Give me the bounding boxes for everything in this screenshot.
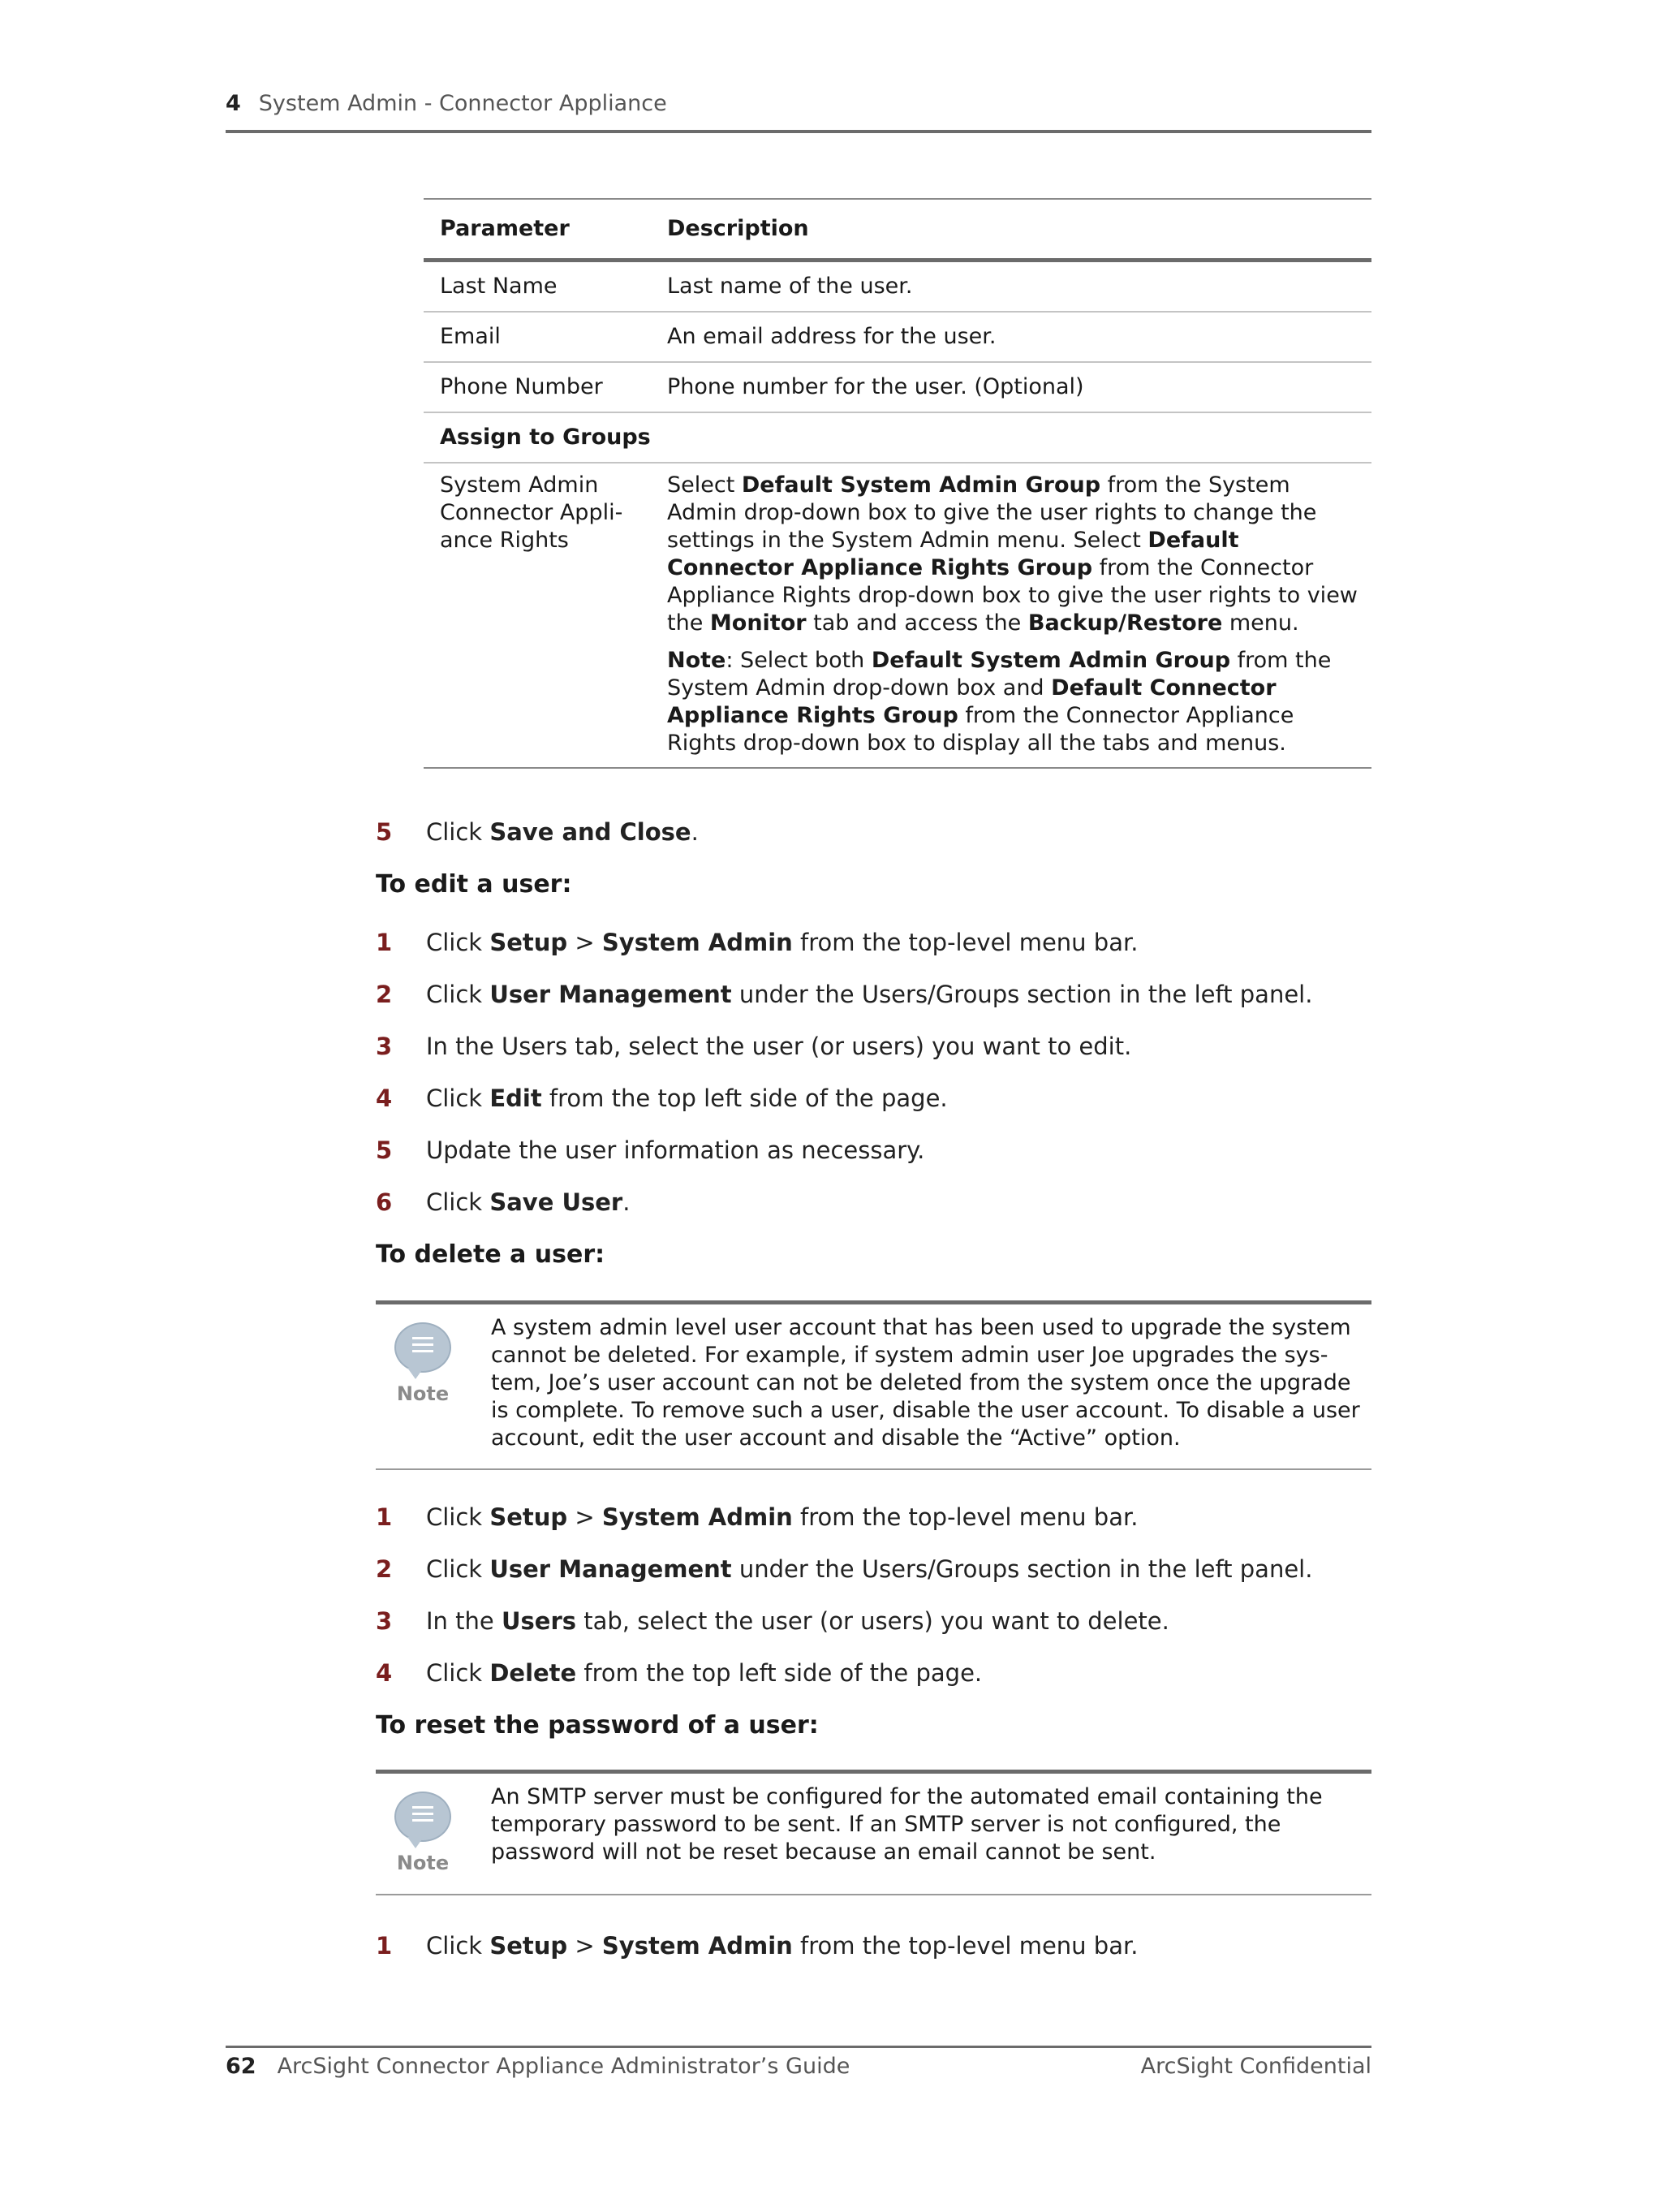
delete-step: 4 Click Delete from the top left side of the page. xyxy=(376,1659,983,1687)
group-heading: Assign to Groups xyxy=(440,425,651,450)
column-header-parameter: Parameter xyxy=(440,216,570,241)
edit-step: 4 Click Edit from the top left side of the page. xyxy=(376,1084,948,1112)
delete-user-heading: To delete a user: xyxy=(376,1240,605,1269)
edit-step: 6 Click Save User. xyxy=(376,1188,631,1216)
confidential-label: ArcSight Confidential xyxy=(1140,2054,1371,2079)
column-header-description: Description xyxy=(667,216,809,241)
note-text: A system admin level user account that has been used to upgrade the system cannot be deleted. For example, if system admin user Joe upgrades the sys-tem, Joe’s user account can not be deleted from the system once the upgrade is complete. To remove such a user, disable the user account. To disable a user account, edit the user account and disable the “Active” option. xyxy=(491,1315,1360,1451)
table-row xyxy=(424,262,1371,311)
reset-step: 1 Click Setup > System Admin from the top-level menu bar. xyxy=(376,1932,1139,1960)
desc-cell: Phone number for the user. (Optional) xyxy=(667,374,1084,399)
edit-user-heading: To edit a user: xyxy=(376,870,572,899)
chapter-number: 4 xyxy=(226,91,241,116)
reset-password-heading: To reset the password of a user: xyxy=(376,1711,819,1740)
edit-step: 2 Click User Management under the Users/Groups section in the left panel. xyxy=(376,981,1313,1008)
step-number: 5 xyxy=(376,818,393,846)
note-bottom-rule xyxy=(376,1894,1371,1895)
table-bottom-rule xyxy=(424,767,1371,769)
table-header-row xyxy=(424,200,1371,258)
delete-step: 2 Click User Management under the Users/Groups section in the left panel. xyxy=(376,1555,1313,1583)
note-icon xyxy=(390,1792,455,1874)
page-footer xyxy=(226,2054,850,2079)
page-number: 62 xyxy=(226,2054,256,2079)
note-text: An SMTP server must be configured for the automated email containing the temporary password to be sent. If an SMTP server is not configured, the password will not be reset because an email cannot be sent. xyxy=(491,1784,1323,1865)
param-line: ance Rights xyxy=(440,528,569,553)
desc-cell xyxy=(652,472,1365,757)
footer-rule xyxy=(226,2046,1371,2048)
delete-step: 3 In the Users tab, select the user (or users) you want to delete. xyxy=(376,1607,1169,1635)
rights-description: Select Default System Admin Group from the System Admin drop-down box to give the user rights to change the settings in the System Admin menu. Select Default Connector Appliance Rights Group from the Connector Appliance Rights drop-down box to give the user rights to view the Monitor tab and access the Backup/Restore menu. xyxy=(667,472,1358,636)
page-header xyxy=(226,91,667,116)
step-save-close: 5 Click Save and Close. xyxy=(376,818,699,846)
desc-cell: Last name of the user. xyxy=(667,274,913,299)
table-row xyxy=(424,313,1371,361)
param-line: System Admin xyxy=(440,472,599,498)
edit-step: 3 In the Users tab, select the user (or users) you want to edit. xyxy=(376,1033,1132,1060)
note-label: Note xyxy=(396,1852,450,1874)
edit-step: 5 Update the user information as necessary. xyxy=(376,1136,925,1164)
chapter-title: System Admin - Connector Appliance xyxy=(258,91,667,116)
note-icon xyxy=(390,1322,455,1405)
desc-cell: An email address for the user. xyxy=(667,324,997,349)
param-cell: Phone Number xyxy=(440,374,603,399)
note-body xyxy=(376,1304,1371,1468)
table-row xyxy=(424,363,1371,412)
note-bottom-rule xyxy=(376,1468,1371,1470)
delete-note xyxy=(376,1300,1371,1470)
param-cell: Email xyxy=(440,324,501,349)
parameter-table xyxy=(424,198,1371,769)
header-rule xyxy=(226,130,1371,133)
group-row xyxy=(424,413,1371,462)
delete-step: 1 Click Setup > System Admin from the top-level menu bar. xyxy=(376,1503,1139,1531)
param-line: Connector Appli- xyxy=(440,500,623,525)
note-body xyxy=(376,1774,1371,1894)
note-label: Note xyxy=(396,1382,450,1405)
table-row xyxy=(424,464,1371,767)
rights-note: Note: Select both Default System Admin Group from the System Admin drop-down box and Default Connector Appliance Rights Group from the Connector Appliance Rights drop-down box to display all the tabs and menus. xyxy=(667,648,1332,756)
guide-title: ArcSight Connector Appliance Administrator’s Guide xyxy=(277,2054,850,2079)
reset-note xyxy=(376,1770,1371,1895)
param-cell: Last Name xyxy=(440,274,558,299)
param-cell xyxy=(424,472,652,757)
edit-step: 1 Click Setup > System Admin from the top-level menu bar. xyxy=(376,929,1139,956)
